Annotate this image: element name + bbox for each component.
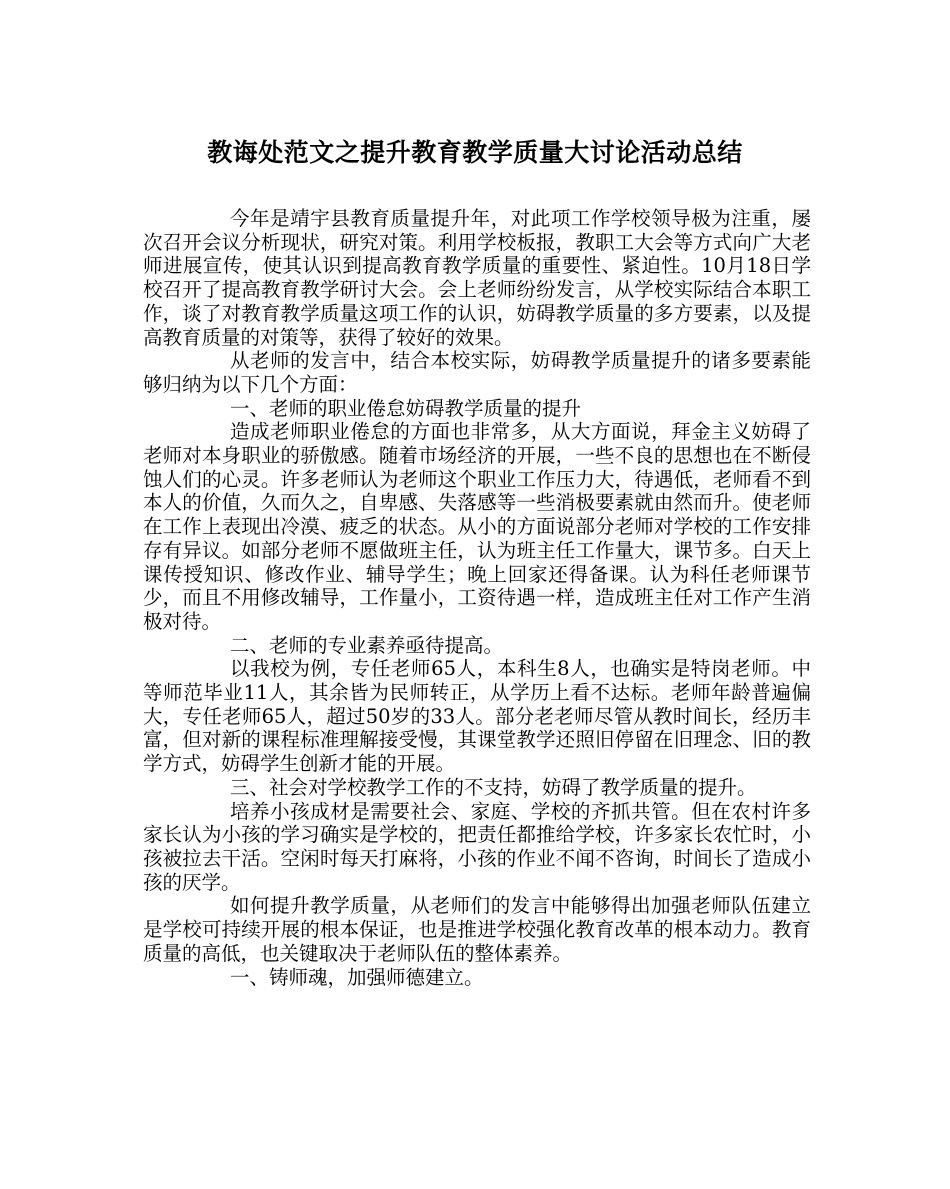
section-heading: 三、社会对学校教学工作的不支持，妨碍了教学质量的提升。	[230, 775, 757, 799]
paragraph: 造成老师职业倦怠的方面也非常多，从大方面说，拜金主义妨碍了老师对本身职业的骄傲感。随着市场经济的开展，一些不良的思想也在不断侵蚀人们的心灵。许多老师认为老师这个职业工作压力大，待遇低，老师看不到本人的价值，久而久之，自卑感、失落感等一些消极要素就由然而升。使老师在工作上表现出冷漠、疲乏的状态。从小的方面说部分老师对学校的工作安排存有异议。如部分老师不愿做班主任，认为班主任工作量大，课节多。白天上课传授知识、修改作业、辅导学生；晚上回家还得备课。认为科任老师课节少，而且不用修改辅导，工作量小，工资待遇一样，造成班主任对工作产生消极对待。	[143, 420, 811, 633]
paragraph: 从老师的发言中，结合本校实际，妨碍教学质量提升的诸多要素能够归纳为以下几个方面：	[143, 349, 811, 396]
paragraph: 培养小孩成材是需要社会、家庭、学校的齐抓共管。但在农村许多家长认为小孩的学习确实是学校的，把责任都推给学校，许多家长农忙时，小孩被拉去干活。空闲时每天打麻将，小孩的作业不闻不咨询，时间长了造成小孩的厌学。	[143, 799, 811, 894]
document-title: 教诲处范文之提升教育教学质量大讨论活动总结	[207, 138, 743, 167]
paragraph: 如何提升教学质量，从老师们的发言中能够得出加强老师队伍建立是学校可持续开展的根本保证，也是推进学校强化教育改革的根本动力。教育质量的高低，也关键取决于老师队伍的整体素养。	[143, 894, 811, 965]
section-heading: 一、铸师魂，加强师德建立。	[230, 965, 484, 989]
document-body	[143, 207, 811, 989]
section-heading: 一、老师的职业倦怠妨碍教学质量的提升	[230, 396, 582, 420]
section-heading: 二、老师的专业素养亟待提高。	[230, 633, 504, 657]
paragraph: 以我校为例，专任老师65人，本科生8人，也确实是特岗老师。中等师范毕业11人，其余皆为民师转正，从学历上看不达标。老师年龄普遍偏大，专任老师65人，超过50岁的33人。部分老老师尽管从教时间长，经历丰富，但对新的课程标准理解接受慢，其课堂教学还照旧停留在旧理念、旧的教学方式，妨碍学生创新才能的开展。	[143, 657, 811, 776]
paragraph: 今年是靖宇县教育质量提升年，对此项工作学校领导极为注重，屡次召开会议分析现状，研究对策。利用学校板报，教职工大会等方式向广大老师进展宣传，使其认识到提高教育教学质量的重要性、紧迫性。10月18日学校召开了提高教育教学研讨大会。会上老师纷纷发言，从学校实际结合本职工作，谈了对教育教学质量这项工作的认识，妨碍教学质量的多方要素，以及提高教育质量的对策等，获得了较好的效果。	[143, 207, 811, 349]
